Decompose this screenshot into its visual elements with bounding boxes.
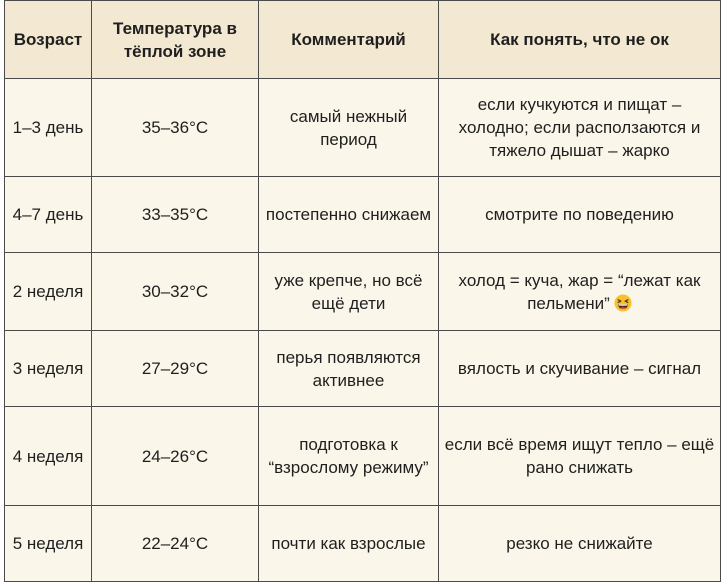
age-cell: 1–3 день [5, 79, 92, 177]
signs-cell: если кучкуются и пищат – холодно; если расползаются и тяжело дышат – жарко [439, 79, 721, 177]
signs-cell [439, 253, 721, 331]
age-cell: 5 неделя [5, 506, 92, 582]
signs-cell: если всё время ищут тепло – ещё рано снижать [439, 407, 721, 506]
temperature-cell: 30–32°C [92, 253, 259, 331]
comment-cell: перья появляются активнее [259, 331, 439, 407]
brooding-temperature-table-wrapper [4, 0, 721, 582]
age-cell: 4–7 день [5, 177, 92, 253]
signs-cell: смотрите по поведению [439, 177, 721, 253]
table-row [5, 407, 721, 506]
header-signs: Как понять, что не ок [439, 1, 721, 79]
comment-cell: уже крепче, но всё ещё дети [259, 253, 439, 331]
comment-cell: почти как взрослые [259, 506, 439, 582]
table-body [5, 79, 721, 582]
comment-cell: самый нежный период [259, 79, 439, 177]
temperature-cell: 22–24°C [92, 506, 259, 582]
brooding-temperature-table [4, 0, 721, 582]
signs-cell: вялость и скучивание – сигнал [439, 331, 721, 407]
comment-cell: постепенно снижаем [259, 177, 439, 253]
temperature-cell: 24–26°C [92, 407, 259, 506]
grinning-squinting-face-icon [614, 294, 632, 312]
age-cell: 3 неделя [5, 331, 92, 407]
header-age: Возраст [5, 1, 92, 79]
table-row [5, 253, 721, 331]
comment-cell: подготовка к “взрослому режиму” [259, 407, 439, 506]
signs-cell: резко не снижайте [439, 506, 721, 582]
table-row [5, 177, 721, 253]
header-comment: Комментарий [259, 1, 439, 79]
table-header [5, 1, 721, 79]
table-row [5, 79, 721, 177]
age-cell: 4 неделя [5, 407, 92, 506]
temperature-cell: 35–36°C [92, 79, 259, 177]
age-cell: 2 неделя [5, 253, 92, 331]
signs-text: холод = куча, жар = “лежат как пельмени” [458, 270, 701, 313]
temperature-cell: 33–35°C [92, 177, 259, 253]
table-row [5, 506, 721, 582]
table-row [5, 331, 721, 407]
temperature-cell: 27–29°C [92, 331, 259, 407]
header-temperature: Температура в тёплой зоне [92, 1, 259, 79]
header-row [5, 1, 721, 79]
